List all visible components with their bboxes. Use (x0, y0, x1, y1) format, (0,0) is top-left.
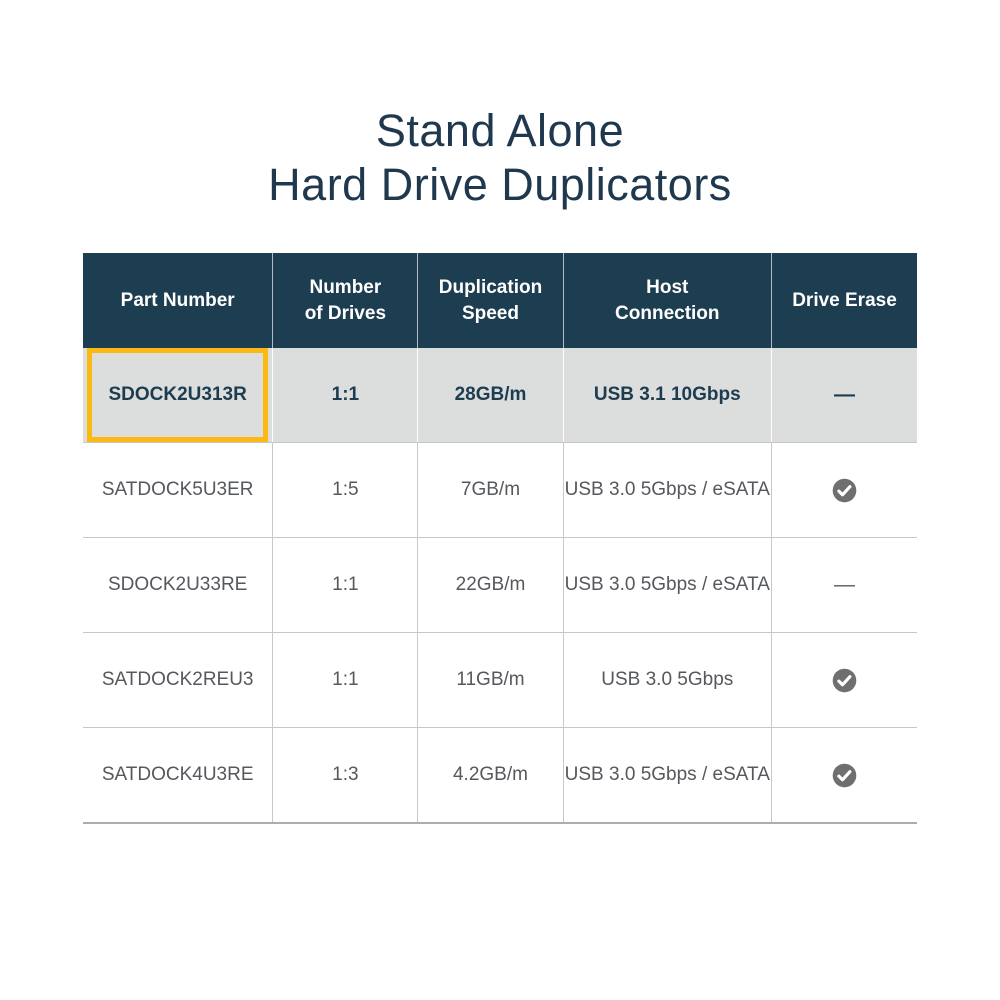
speed-cell: 7GB/m (417, 443, 562, 537)
part-number-cell: SATDOCK2REU3 (101, 669, 254, 690)
column-header-number-of-drives: Number of Drives (272, 253, 417, 348)
erase-cell (771, 443, 917, 537)
check-circle-icon (831, 762, 858, 789)
column-header-duplication-speed: Duplication Speed (417, 253, 562, 348)
page-title-line2: Hard Drive Duplicators (268, 159, 732, 210)
host-cell: USB 3.0 5Gbps / eSATA (563, 443, 772, 537)
table-row-satdock2reu3 (83, 633, 917, 728)
erase-cell (771, 728, 917, 822)
speed-cell: 11GB/m (417, 633, 562, 727)
part-number-cell: SATDOCK4U3RE (101, 764, 254, 785)
speed-cell: 4.2GB/m (417, 728, 562, 822)
table-row-sdock2u313r (83, 348, 917, 443)
check-circle-icon (831, 667, 858, 694)
drives-cell: 1:1 (272, 633, 417, 727)
table-row-satdock5u3er (83, 443, 917, 538)
dash-mark: — (834, 573, 855, 596)
table-row-satdock4u3re (83, 728, 917, 822)
page-title-line1: Stand Alone (375, 105, 625, 156)
column-header-drive-erase: Drive Erase (771, 253, 917, 348)
drives-cell: 1:1 (272, 348, 417, 442)
part-number-cell-highlighted: SDOCK2U313R (83, 348, 272, 442)
drives-cell: 1:5 (272, 443, 417, 537)
erase-cell (771, 538, 917, 632)
speed-cell: 22GB/m (417, 538, 562, 632)
table-header-row (83, 253, 917, 348)
drives-cell: 1:3 (272, 728, 417, 822)
table-row-sdock2u33re (83, 538, 917, 633)
host-cell: USB 3.0 5Gbps (563, 633, 772, 727)
erase-cell (771, 633, 917, 727)
part-number-cell: SATDOCK5U3ER (101, 479, 254, 500)
host-cell: USB 3.0 5Gbps / eSATA (563, 538, 772, 632)
page-title (0, 104, 1000, 212)
comparison-table (83, 253, 917, 824)
check-circle-icon (831, 477, 858, 504)
speed-cell: 28GB/m (417, 348, 562, 442)
drives-cell: 1:1 (272, 538, 417, 632)
column-header-part-number: Part Number (120, 289, 235, 311)
dash-mark: — (834, 383, 855, 406)
erase-cell (771, 348, 917, 442)
column-header-host-connection: Host Connection (563, 253, 772, 348)
part-number-cell: SDOCK2U33RE (107, 574, 248, 595)
host-cell: USB 3.1 10Gbps (563, 348, 772, 442)
host-cell: USB 3.0 5Gbps / eSATA (563, 728, 772, 822)
